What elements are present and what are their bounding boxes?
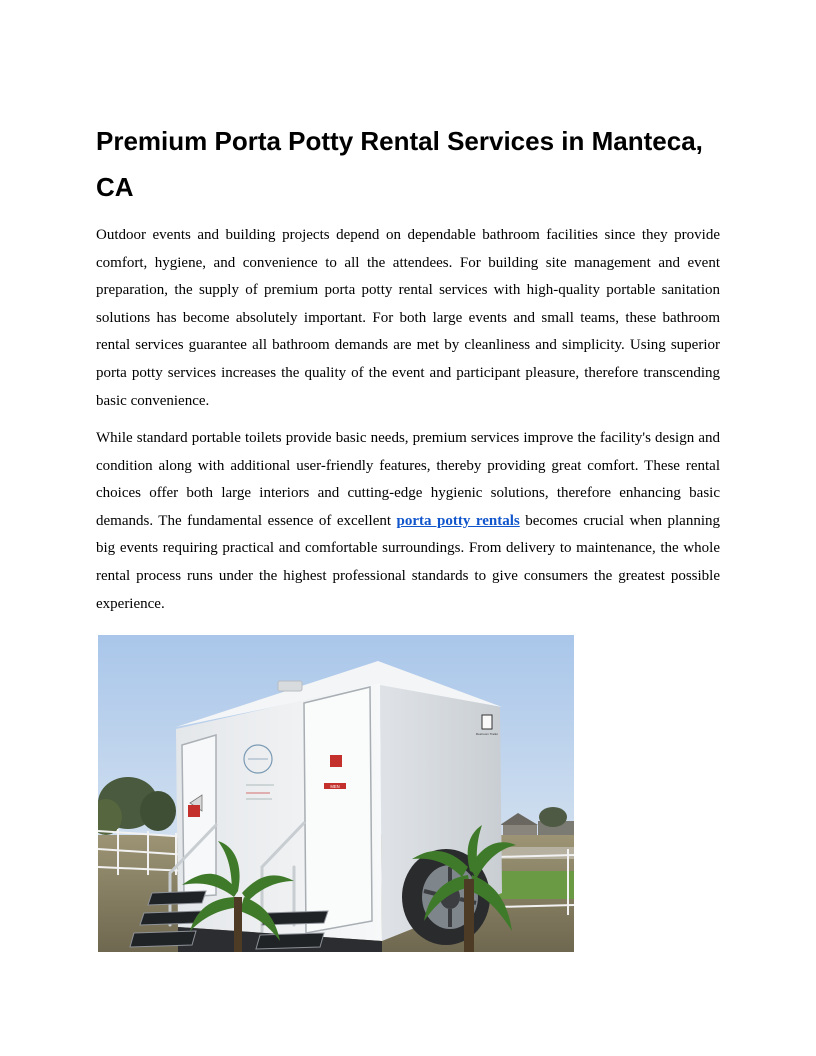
details-paragraph	[96, 425, 720, 618]
grass	[490, 871, 574, 899]
trailer-label: Restroom Trailer	[475, 732, 499, 736]
mens-room-sign-icon	[330, 755, 342, 767]
right-door	[304, 687, 372, 933]
intro-paragraph: Outdoor events and building projects depend on dependable bathroom facilities since they provide comfort, hygiene, and convenience to all the attendees. For building site management and event preparation, the supply of premium porta potty rental services with high-quality portable sanitation solutions has become absolutely important. For both large events and small teams, these bathroom rental services guarantee all bathroom demands are met by cleanliness and simplicity. Using superior porta potty services increases the quality of the event and participant pleasure, therefore transcending basic convenience.	[96, 227, 720, 409]
details-text-after-link: becomes crucial when planning big events requiring practical and comfortable surroundings. From delivery to maintenance, the whole rental process runs under the highest professional standards to give consumers the greatest possible experience.	[96, 512, 721, 612]
page-title: Premium Porta Potty Rental Services in Manteca, CA	[96, 126, 703, 202]
restroom-trailer-photo	[98, 635, 574, 952]
door-sign-text: MEN	[330, 784, 340, 789]
porta-potty-rentals-link[interactable]: porta potty rentals	[396, 512, 520, 529]
details-text-before-link: While standard portable toilets provide basic needs, premium services improve the facility's design and condition along with additional user-friendly features, thereby providing great comfort. These rental choices offer both large interiors and cutting-edge hygienic solutions, therefore enhancing basic demands. The fundamental essence of excellent	[96, 430, 720, 529]
